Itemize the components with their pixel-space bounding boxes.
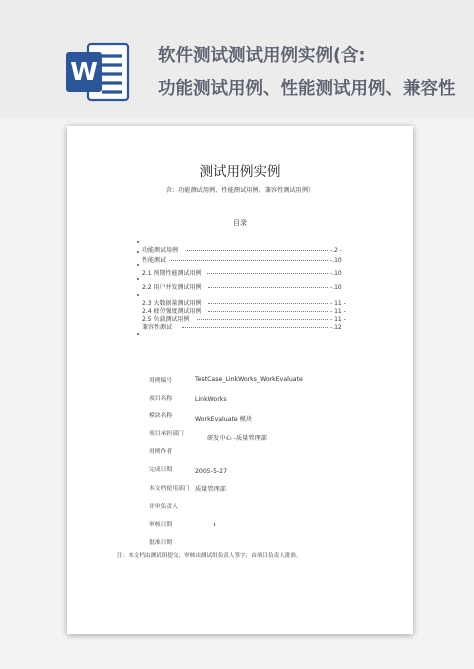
metadata-label: 批准日期	[149, 540, 173, 546]
toc-leader-dots	[208, 303, 328, 304]
toc-entry-page: -.10	[330, 284, 342, 291]
toc-entry-label: 性能测试	[142, 257, 167, 264]
toc-leader-dots	[171, 260, 328, 261]
toc-entry-label: 2.5 负载测试用例	[142, 316, 190, 323]
toc-entry[interactable]	[142, 256, 413, 265]
toc-entry-label: 2.2 用户并发测试用例	[142, 284, 202, 291]
toc-bullet	[137, 278, 139, 280]
document-note: 注：本文档由测试组提交，审核由测试组负责人签字，由项目负责人批准。	[117, 553, 302, 559]
toc-entry-page: -.2 -	[330, 247, 342, 254]
metadata-label: 本文档使用部门	[149, 486, 190, 492]
page-title	[158, 40, 474, 106]
toc-leader-dots	[197, 319, 328, 320]
title-line-2: 功能测试用例、性能测试用例、兼容性	[158, 79, 456, 99]
toc-bullet	[137, 251, 139, 253]
toc-bullet	[137, 294, 139, 296]
metadata-value: 研发中心 -质量管理部	[207, 435, 267, 442]
toc-heading: 目录	[233, 219, 247, 227]
metadata-value: TestCase_LinkWorks_WorkEvaluate	[195, 376, 303, 383]
toc-leader-dots	[208, 287, 328, 288]
toc-entry-page: -.12	[330, 324, 342, 331]
title-line-1: 软件测试测试用例实例(含:	[158, 46, 366, 66]
toc-bullet	[137, 264, 139, 266]
metadata-label: 完成日期	[149, 467, 173, 473]
toc-entry-label: 2.1 预期性能测试用例	[142, 270, 202, 277]
document-title: 测试用例实例	[199, 164, 281, 180]
toc-entry[interactable]	[142, 323, 413, 332]
toc-entry-page: -.10	[330, 257, 342, 264]
metadata-value: 质量管理部	[195, 486, 226, 493]
document-page	[67, 126, 413, 634]
toc-bullet	[137, 333, 139, 335]
toc-entry-label: 兼容性测试	[142, 324, 173, 331]
toc-entry-label: 功能测试用例	[142, 247, 179, 254]
toc-entry-label: 2.3 大数据量测试用例	[142, 300, 202, 307]
document-preview-header	[0, 0, 474, 118]
decorative-mark	[214, 523, 215, 526]
metadata-label: 评审负责人	[149, 504, 178, 510]
toc-leader-dots	[187, 250, 328, 251]
metadata-value: WorkEvaluate 模块	[195, 416, 253, 423]
metadata-label: 项目名称	[149, 396, 173, 402]
word-document-icon	[66, 42, 130, 102]
toc-leader-dots	[208, 311, 328, 312]
metadata-label: 项目承担部门	[149, 431, 184, 437]
metadata-label: 用例编号	[149, 378, 173, 384]
document-subtitle: 含：功能测试用例、性能测试用例、兼容性测试用例）	[165, 187, 315, 194]
metadata-value: 2005-5-27	[195, 468, 228, 475]
metadata-label: 用例作者	[149, 449, 173, 455]
toc-entry[interactable]	[142, 269, 413, 278]
metadata-value: LinkWorks	[195, 396, 227, 403]
metadata-label: 模块名称	[149, 413, 173, 419]
toc-entry-page: - 11 -	[330, 316, 346, 323]
toc-entry-label: 2.4 疲劳强度测试用例	[142, 308, 202, 315]
toc-entry[interactable]	[142, 246, 413, 255]
toc-entry-page: - 11 -	[330, 308, 346, 315]
svg-text:W: W	[70, 57, 98, 86]
toc-entry-page: -.10	[330, 270, 342, 277]
toc-entry[interactable]	[142, 283, 413, 292]
toc-leader-dots	[182, 327, 328, 328]
toc-entry-page: - 11 -	[330, 300, 346, 307]
metadata-label: 审核日期	[149, 522, 173, 528]
toc-leader-dots	[207, 273, 328, 274]
toc-bullet	[137, 241, 139, 243]
